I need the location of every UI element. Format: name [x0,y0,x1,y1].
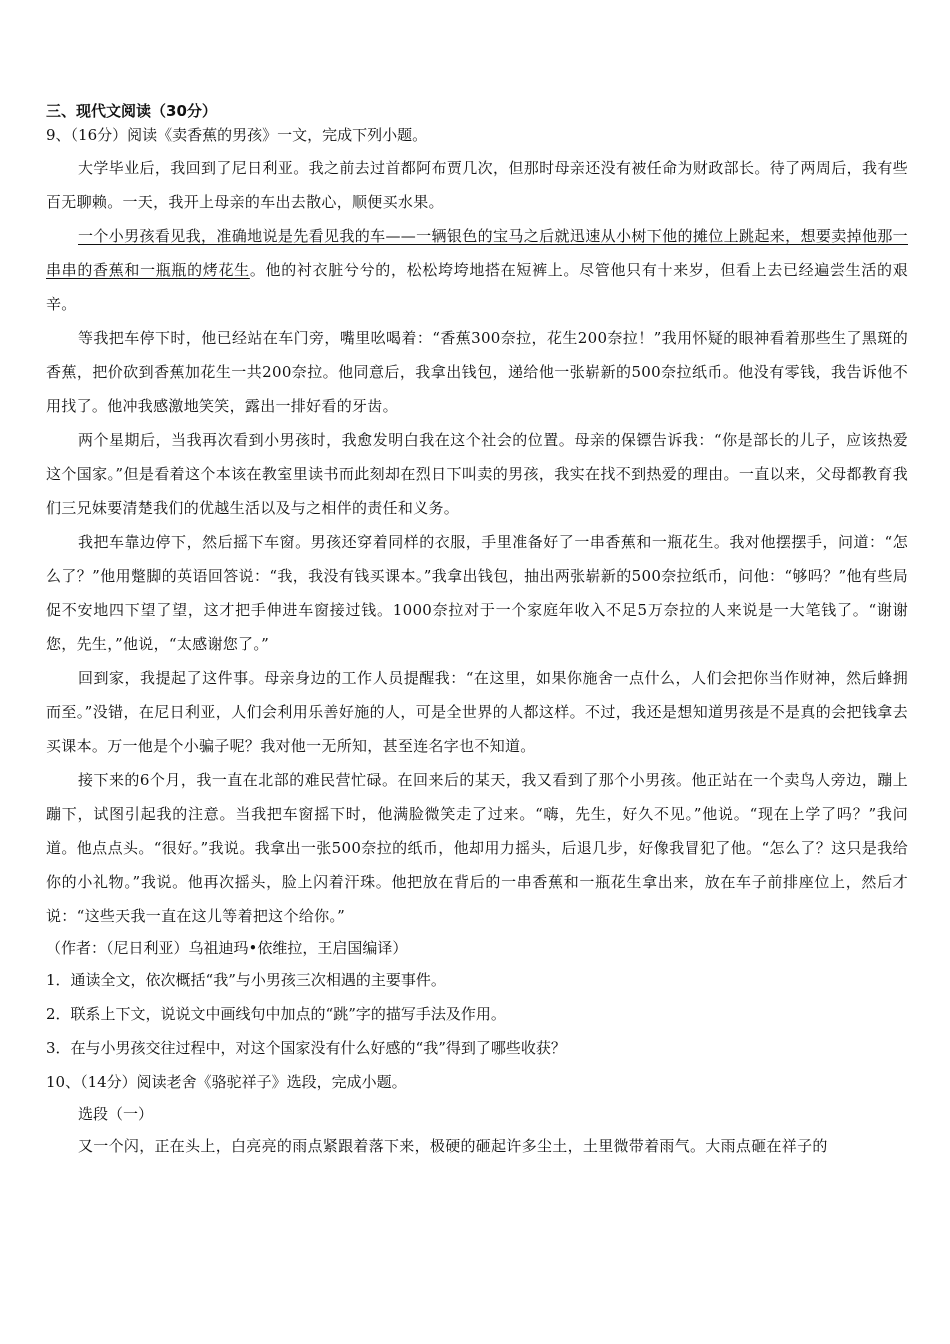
article-paragraph-6: 回到家，我提起了这件事。母亲身边的工作人员提醒我：“在这里，如果你施舍一点什么，人们会把你当作财神，然后蜂拥而至。”没错，在尼日利亚，人们会利用乐善好施的人，可是全世界的人都这样。不过，我还是想知道男孩是不是真的会把钱拿去买课本。万一他是个小骗子呢？我对他一无所知，甚至连名字也不知道。 [46,669,908,755]
sub-question-2: 2．联系上下文，说说文中画线句中加点的“跳”字的描写手法及作用。 [46,1005,506,1023]
sub-question-1: 1．通读全文，依次概括“我”与小男孩三次相遇的主要事件。 [46,971,446,989]
sub-question-3: 3．在与小男孩交往过程中，对这个国家没有什么好感的“我”得到了哪些收获？ [46,1039,566,1057]
question-list [46,963,908,1065]
section-title: 三、现代文阅读（30分） [46,102,217,120]
article-paragraph-4: 两个星期后，当我再次看到小男孩时，我愈发明白我在这个社会的位置。母亲的保镖告诉我：“你是部长的儿子，应该热爱这个国家。”但是看着这个本该在教室里读书而此刻却在烈日下叫卖的男孩，我实在找不到热爱的理由。一直以来，父母都教育我们三兄妹要清楚我们的优越生活以及与之相伴的责任和义务。 [46,431,908,517]
exam-page [46,100,908,1163]
article-paragraph-7: 接下来的6个月，我一直在北部的难民营忙碌。在回来后的某天，我又看到了那个小男孩。他正站在一个卖鸟人旁边，蹦上蹦下，试图引起我的注意。当我把车窗摇下时，他满脸微笑走了过来。“嗨，先生，好久不见。”他说。“现在上学了吗？”我问道。他点点头。“很好。”我说。我拿出一张500奈拉的纸币，他却用力摇头，后退几步，好像我冒犯了他。“怎么了？这只是我给你的小礼物。”我说。他再次摇头，脸上闪着汗珠。他把放在背后的一串香蕉和一瓶花生拿出来，放在车子前排座位上，然后才说：“这些天我一直在这儿等着把这个给你。” [46,771,908,925]
article-body [46,151,908,933]
question-9-heading: 9、（16分）阅读《卖香蕉的男孩》一文，完成下列小题。 [46,126,428,144]
article-paragraph-5: 我把车靠边停下，然后摇下车窗。男孩还穿着同样的衣服，手里准备好了一串香蕉和一瓶花生。我对他摆摆手，问道：“怎么了？”他用蹩脚的英语回答说：“我，我没有钱买课本。”我拿出钱包，抽出两张崭新的500奈拉纸币，问他：“够吗？”他有些局促不安地四下望了望，这才把手伸进车窗接过钱。1000奈拉对于一个家庭年收入不足5万奈拉的人来说是一大笔钱了。“谢谢您，先生，”他说，“太感谢您了。” [46,533,908,653]
article-paragraph-2-rest: 。他的衬衣脏兮兮的，松松垮垮地搭在短裤上。尽管他只有十来岁，但看上去已经遍尝生活的艰辛。 [46,261,909,313]
article-paragraph-1: 大学毕业后，我回到了尼日利亚。我之前去过首都阿布贾几次，但那时母亲还没有被任命为财政部长。待了两周后，我有些百无聊赖。一天，我开上母亲的车出去散心，顺便买水果。 [46,159,908,211]
author-credit: （作者：（尼日利亚）乌祖迪玛•依维拉，王启国编译） [46,939,408,957]
underlined-sentence: 一个小男孩看见我，准确地说是先看见我的车——一辆银色的宝马之后就迅速从小树下他的摊位上跳起来，想要卖掉他那一串串的香蕉和一瓶瓶的烤花生 [46,227,908,279]
excerpt-1-paragraph: 又一个闪，正在头上，白亮亮的雨点紧跟着落下来，极硬的砸起许多尘土，土里微带着雨气。大雨点砸在祥子的 [78,1137,828,1155]
excerpt-1-heading: 选段（一） [78,1105,154,1123]
article-paragraph-2 [46,219,908,321]
question-10-heading: 10、（14分）阅读老舍《骆驼祥子》选段，完成小题。 [46,1073,407,1091]
article-paragraph-3: 等我把车停下时，他已经站在车门旁，嘴里吆喝着：“香蕉300奈拉，花生200奈拉！”我用怀疑的眼神看着那些生了黑斑的香蕉，把价砍到香蕉加花生一共200奈拉。他同意后，我拿出钱包，递给他一张崭新的500奈拉纸币。他没有零钱，我告诉他不用找了。他冲我感激地笑笑，露出一排好看的牙齿。 [46,329,908,415]
